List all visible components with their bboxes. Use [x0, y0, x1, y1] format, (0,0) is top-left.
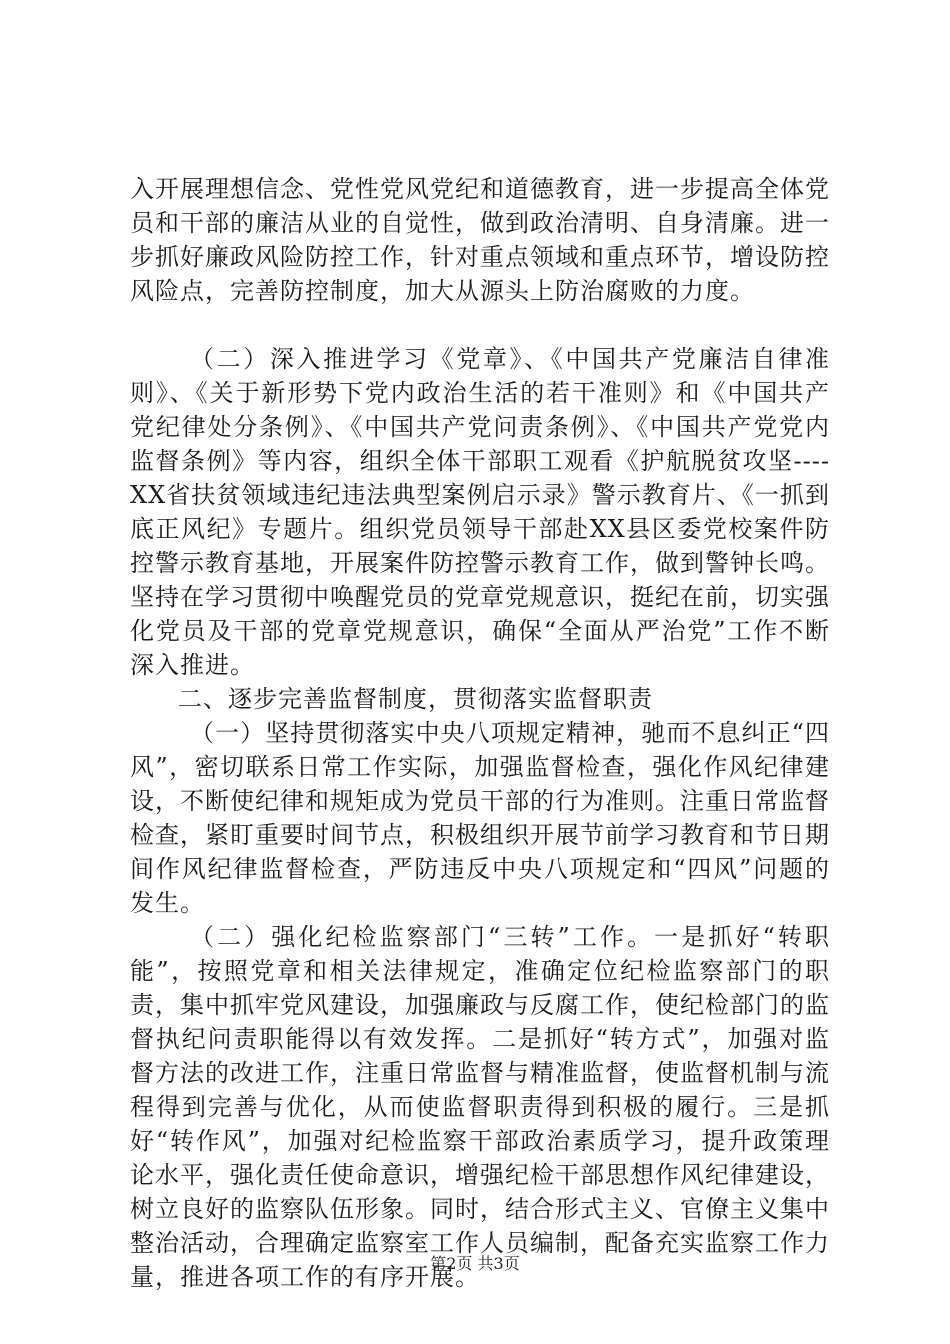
page-footer	[0, 1254, 950, 1274]
paragraph-study-regulations: （二）深入推进学习《党章》、《中国共产党廉洁自律准则》、《关于新形势下党内政治生活的若干准则》和《中国共产党纪律处分条例》、《中国共产党问责条例》、《中国共产党党内监督条例》等内容，组织全体干部职工观看《护航脱贫攻坚----XX省扶贫领域违纪违法典型案例启示录》警示教育片、《一抓到底正风纪》专题片。组织党员领导干部赴XX县区委党校案件防控警示教育基地，开展案件防控警示教育工作，做到警钟长鸣。坚持在学习贯彻中唤醒党员的党章党规意识，挺纪在前，切实强化党员及干部的党章党规意识，确保“全面从严治党”工作不断深入推进。	[130, 345, 830, 679]
page-number: 第2页 共3页	[430, 1254, 520, 1273]
document-body	[130, 172, 830, 1294]
paragraph-eight-rules: （一）坚持贯彻落实中央八项规定精神，驰而不息纠正“四风”，密切联系日常工作实际，加强监督检查，强化作风纪律建设，不断使纪律和规矩成为党员干部的行为准则。注重日常监督检查，紧盯重要时间节点，积极组织开展节前学习教育和节日期间作风纪律监督检查，严防违反中央八项规定和“四风”问题的发生。	[130, 719, 830, 917]
paragraph-spacer	[130, 308, 830, 342]
section-heading-supervision: 二、逐步完善监督制度，贯彻落实监督职责	[178, 685, 653, 713]
paragraph-continuation: 入开展理想信念、党性党风党纪和道德教育，进一步提高全体党员和干部的廉洁从业的自觉性，做到政治清明、自身清廉。进一步抓好廉政风险防控工作，针对重点领域和重点环节，增设防控风险点，完善防控制度，加大从源头上防治腐败的力度。	[130, 175, 830, 305]
paragraph-three-transformations: （二）强化纪检监察部门“三转”工作。一是抓好“转职能”，按照党章和相关法律规定，准确定位纪检监察部门的职责，集中抓牢党风建设，加强廉政与反腐工作，使纪检部门的监督执纪问责职能得以有效发挥。二是抓好“转方式”，加强对监督方法的改进工作，注重日常监督与精准监督，使监督机制与流程得到完善与优化，从而使监督职责得到积极的履行。三是抓好“转作风”，加强对纪检监察干部政治素质学习，提升政策理论水平，强化责任使命意识，增强纪检干部思想作风纪律建设，树立良好的监察队伍形象。同时，结合形式主义、官僚主义集中整治活动，合理确定监察室工作人员编制，配备充实监察工作力量，推进各项工作的有序开展。	[130, 923, 830, 1291]
